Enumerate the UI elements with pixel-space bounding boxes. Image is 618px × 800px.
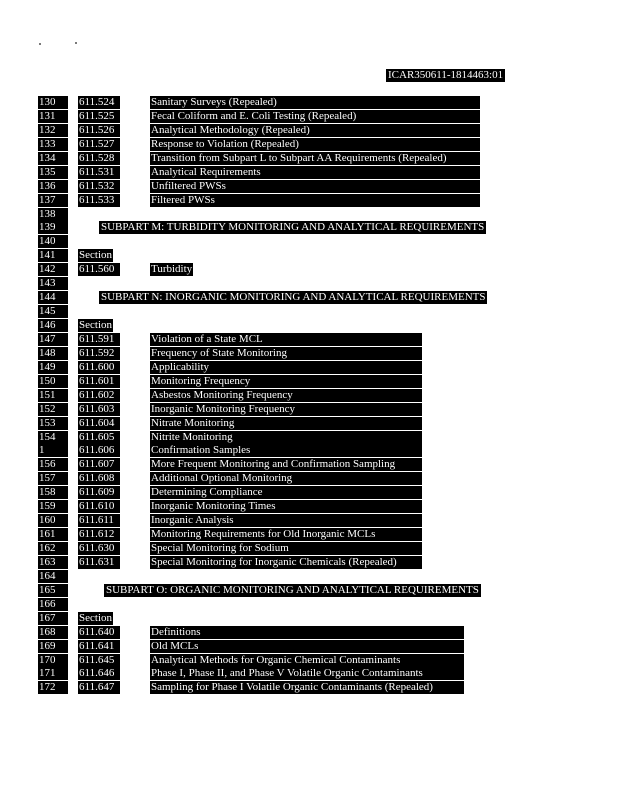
line-number: 146 — [38, 319, 68, 332]
toc-row — [0, 347, 618, 361]
subpart-n-heading: SUBPART N: INORGANIC MONITORING AND ANALYTICAL REQUIREMENTS — [101, 291, 486, 304]
section-title: Inorganic Monitoring Frequency — [150, 403, 422, 416]
section-number: 611.526 — [78, 124, 120, 137]
section-number: 611.591 — [78, 333, 120, 346]
toc-group-subpart-n — [0, 333, 618, 570]
section-number: 611.592 — [78, 347, 120, 360]
line-number: 172 — [38, 681, 68, 694]
line-number: 131 — [38, 110, 68, 123]
line-number: 162 — [38, 542, 68, 555]
section-title: Fecal Coliform and E. Coli Testing (Repealed) — [150, 110, 480, 123]
line-number: 170 — [38, 654, 68, 667]
toc-row — [0, 110, 618, 124]
section-title: Transition from Subpart L to Subpart AA Requirements (Repealed) — [150, 152, 480, 165]
line-number: 156 — [38, 458, 68, 471]
toc-row — [0, 361, 618, 375]
section-number: 611.532 — [78, 180, 120, 193]
section-number: 611.531 — [78, 166, 120, 179]
line-number: 135 — [38, 166, 68, 179]
toc-group-subpart-o — [0, 626, 618, 696]
section-title: Inorganic Analysis — [150, 514, 422, 527]
toc-row — [0, 667, 618, 681]
section-number: 611.527 — [78, 138, 120, 151]
line-number: 171 — [38, 667, 68, 680]
section-number: 611.524 — [78, 96, 120, 109]
section-title: Additional Optional Monitoring — [150, 472, 422, 485]
line-number: 161 — [38, 528, 68, 541]
line-number: 164 — [38, 570, 68, 583]
section-title: Nitrate Monitoring — [150, 417, 422, 430]
section-title: Analytical Requirements — [150, 166, 480, 179]
section-label-line — [0, 249, 618, 263]
toc-row — [0, 556, 618, 570]
toc-row — [0, 166, 618, 180]
section-title: Inorganic Monitoring Times — [150, 500, 422, 513]
toc-row — [0, 417, 618, 431]
section-number: 611.646 — [78, 667, 120, 680]
line-number: 1 — [38, 444, 68, 457]
section-label-line — [0, 319, 618, 333]
section-title: Determining Compliance — [150, 486, 422, 499]
toc-row — [0, 138, 618, 152]
section-title: Old MCLs — [150, 640, 464, 653]
toc-row — [0, 514, 618, 528]
section-number: 611.641 — [78, 640, 120, 653]
section-title: Special Monitoring for Inorganic Chemicals (Repealed) — [150, 556, 422, 569]
section-title: Filtered PWSs — [150, 194, 480, 207]
document-id: ICAR350611-1814463:01 — [388, 69, 504, 81]
line-number: 140 — [38, 235, 68, 248]
section-title: Asbestos Monitoring Frequency — [150, 389, 422, 402]
section-title: More Frequent Monitoring and Confirmation Sampling — [150, 458, 422, 471]
line-number: 158 — [38, 486, 68, 499]
section-label: Section — [79, 319, 112, 331]
line-number: 168 — [38, 626, 68, 639]
toc-group-subpart-l — [0, 96, 618, 208]
section-number: 611.601 — [78, 375, 120, 388]
toc-row — [0, 486, 618, 500]
line-number: 130 — [38, 96, 68, 109]
section-number: 611.604 — [78, 417, 120, 430]
section-title: Monitoring Requirements for Old Inorganic MCLs — [150, 528, 422, 541]
line-number: 138 — [38, 208, 68, 221]
section-number: 611.611 — [78, 514, 120, 527]
section-number: 611.525 — [78, 110, 120, 123]
section-number: 611.607 — [78, 458, 120, 471]
line-number: 163 — [38, 556, 68, 569]
section-number: 611.610 — [78, 500, 120, 513]
toc-row — [0, 194, 618, 208]
blank-line — [0, 598, 618, 612]
line-number: 145 — [38, 305, 68, 318]
section-title: Turbidity — [151, 263, 193, 276]
toc-row — [0, 681, 618, 695]
toc-row — [0, 124, 618, 138]
subpart-o-heading: SUBPART O: ORGANIC MONITORING AND ANALYTICAL REQUIREMENTS — [106, 583, 479, 596]
toc-row — [0, 528, 618, 542]
line-number: 153 — [38, 417, 68, 430]
section-number: 611.645 — [78, 654, 120, 667]
scan-speck — [39, 43, 41, 45]
section-title: Violation of a State MCL — [150, 333, 422, 346]
subpart-m-heading: SUBPART M: TURBIDITY MONITORING AND ANALYTICAL REQUIREMENTS — [101, 221, 485, 234]
section-number: 611.600 — [78, 361, 120, 374]
line-number: 142 — [38, 263, 68, 276]
line-number: 167 — [38, 612, 68, 625]
blank-line — [0, 305, 618, 319]
section-label-line — [0, 612, 618, 626]
line-number: 139 — [38, 221, 68, 234]
section-title: Monitoring Frequency — [150, 375, 422, 388]
section-title: Nitrite Monitoring — [150, 431, 422, 444]
blank-line — [0, 277, 618, 291]
section-number: 611.603 — [78, 403, 120, 416]
blank-line — [0, 235, 618, 249]
section-title: Special Monitoring for Sodium — [150, 542, 422, 555]
section-number: 611.602 — [78, 389, 120, 402]
scan-speck — [75, 42, 77, 44]
line-number: 150 — [38, 375, 68, 388]
line-number: 160 — [38, 514, 68, 527]
section-title: Response to Violation (Repealed) — [150, 138, 480, 151]
toc-row — [0, 654, 618, 668]
toc-row — [0, 444, 618, 458]
line-number: 165 — [38, 584, 68, 597]
section-title: Confirmation Samples — [150, 444, 422, 457]
section-number: 611.605 — [78, 431, 120, 444]
line-number: 147 — [38, 333, 68, 346]
section-number: 611.533 — [78, 194, 120, 207]
section-number: 611.647 — [78, 681, 120, 694]
line-number: 134 — [38, 152, 68, 165]
toc-rows — [0, 96, 618, 695]
line-number: 151 — [38, 389, 68, 402]
section-number: 611.640 — [78, 626, 120, 639]
toc-row — [0, 472, 618, 486]
section-title: Sanitary Surveys (Repealed) — [150, 96, 480, 109]
line-number: 136 — [38, 180, 68, 193]
line-number: 148 — [38, 347, 68, 360]
section-title: Phase I, Phase II, and Phase V Volatile Organic Contaminants — [150, 667, 464, 680]
line-number: 159 — [38, 500, 68, 513]
section-number: 611.608 — [78, 472, 120, 485]
section-title: Unfiltered PWSs — [150, 180, 480, 193]
section-number: 611.609 — [78, 486, 120, 499]
section-title: Analytical Methods for Organic Chemical Contaminants — [150, 654, 464, 667]
toc-row — [0, 458, 618, 472]
toc-row — [0, 500, 618, 514]
line-number: 154 — [38, 431, 68, 444]
toc-row — [0, 542, 618, 556]
line-number: 132 — [38, 124, 68, 137]
section-number: 611.560 — [78, 263, 120, 276]
line-number: 137 — [38, 194, 68, 207]
line-number: 157 — [38, 472, 68, 485]
section-title: Frequency of State Monitoring — [150, 347, 422, 360]
section-number: 611.612 — [78, 528, 120, 541]
line-number: 152 — [38, 403, 68, 416]
line-number: 169 — [38, 640, 68, 653]
subpart-m-heading-line — [0, 221, 618, 235]
blank-line — [0, 570, 618, 584]
section-title: Sampling for Phase I Volatile Organic Contaminants (Repealed) — [150, 681, 464, 694]
toc-row — [0, 180, 618, 194]
line-number: 149 — [38, 361, 68, 374]
toc-row — [0, 263, 618, 277]
toc-row — [0, 431, 618, 445]
section-number: 611.631 — [78, 556, 120, 569]
line-number: 133 — [38, 138, 68, 151]
section-title: Definitions — [150, 626, 464, 639]
section-number: 611.630 — [78, 542, 120, 555]
toc-row — [0, 389, 618, 403]
section-number: 611.606 — [78, 444, 120, 457]
subpart-o-heading-line — [0, 584, 618, 598]
toc-row — [0, 640, 618, 654]
line-number: 144 — [38, 291, 68, 304]
toc-row — [0, 152, 618, 166]
section-title: Applicability — [150, 361, 422, 374]
section-title: Analytical Methodology (Repealed) — [150, 124, 480, 137]
section-number: 611.528 — [78, 152, 120, 165]
toc-row — [0, 333, 618, 347]
toc-row — [0, 375, 618, 389]
section-label: Section — [79, 249, 112, 262]
toc-row — [0, 403, 618, 417]
toc-row — [0, 626, 618, 640]
toc-row — [0, 96, 618, 110]
line-number: 166 — [38, 598, 68, 611]
line-number: 141 — [38, 249, 68, 262]
section-label: Section — [79, 611, 112, 624]
line-number: 143 — [38, 277, 68, 290]
subpart-n-heading-line — [0, 291, 618, 305]
blank-line — [0, 208, 618, 222]
